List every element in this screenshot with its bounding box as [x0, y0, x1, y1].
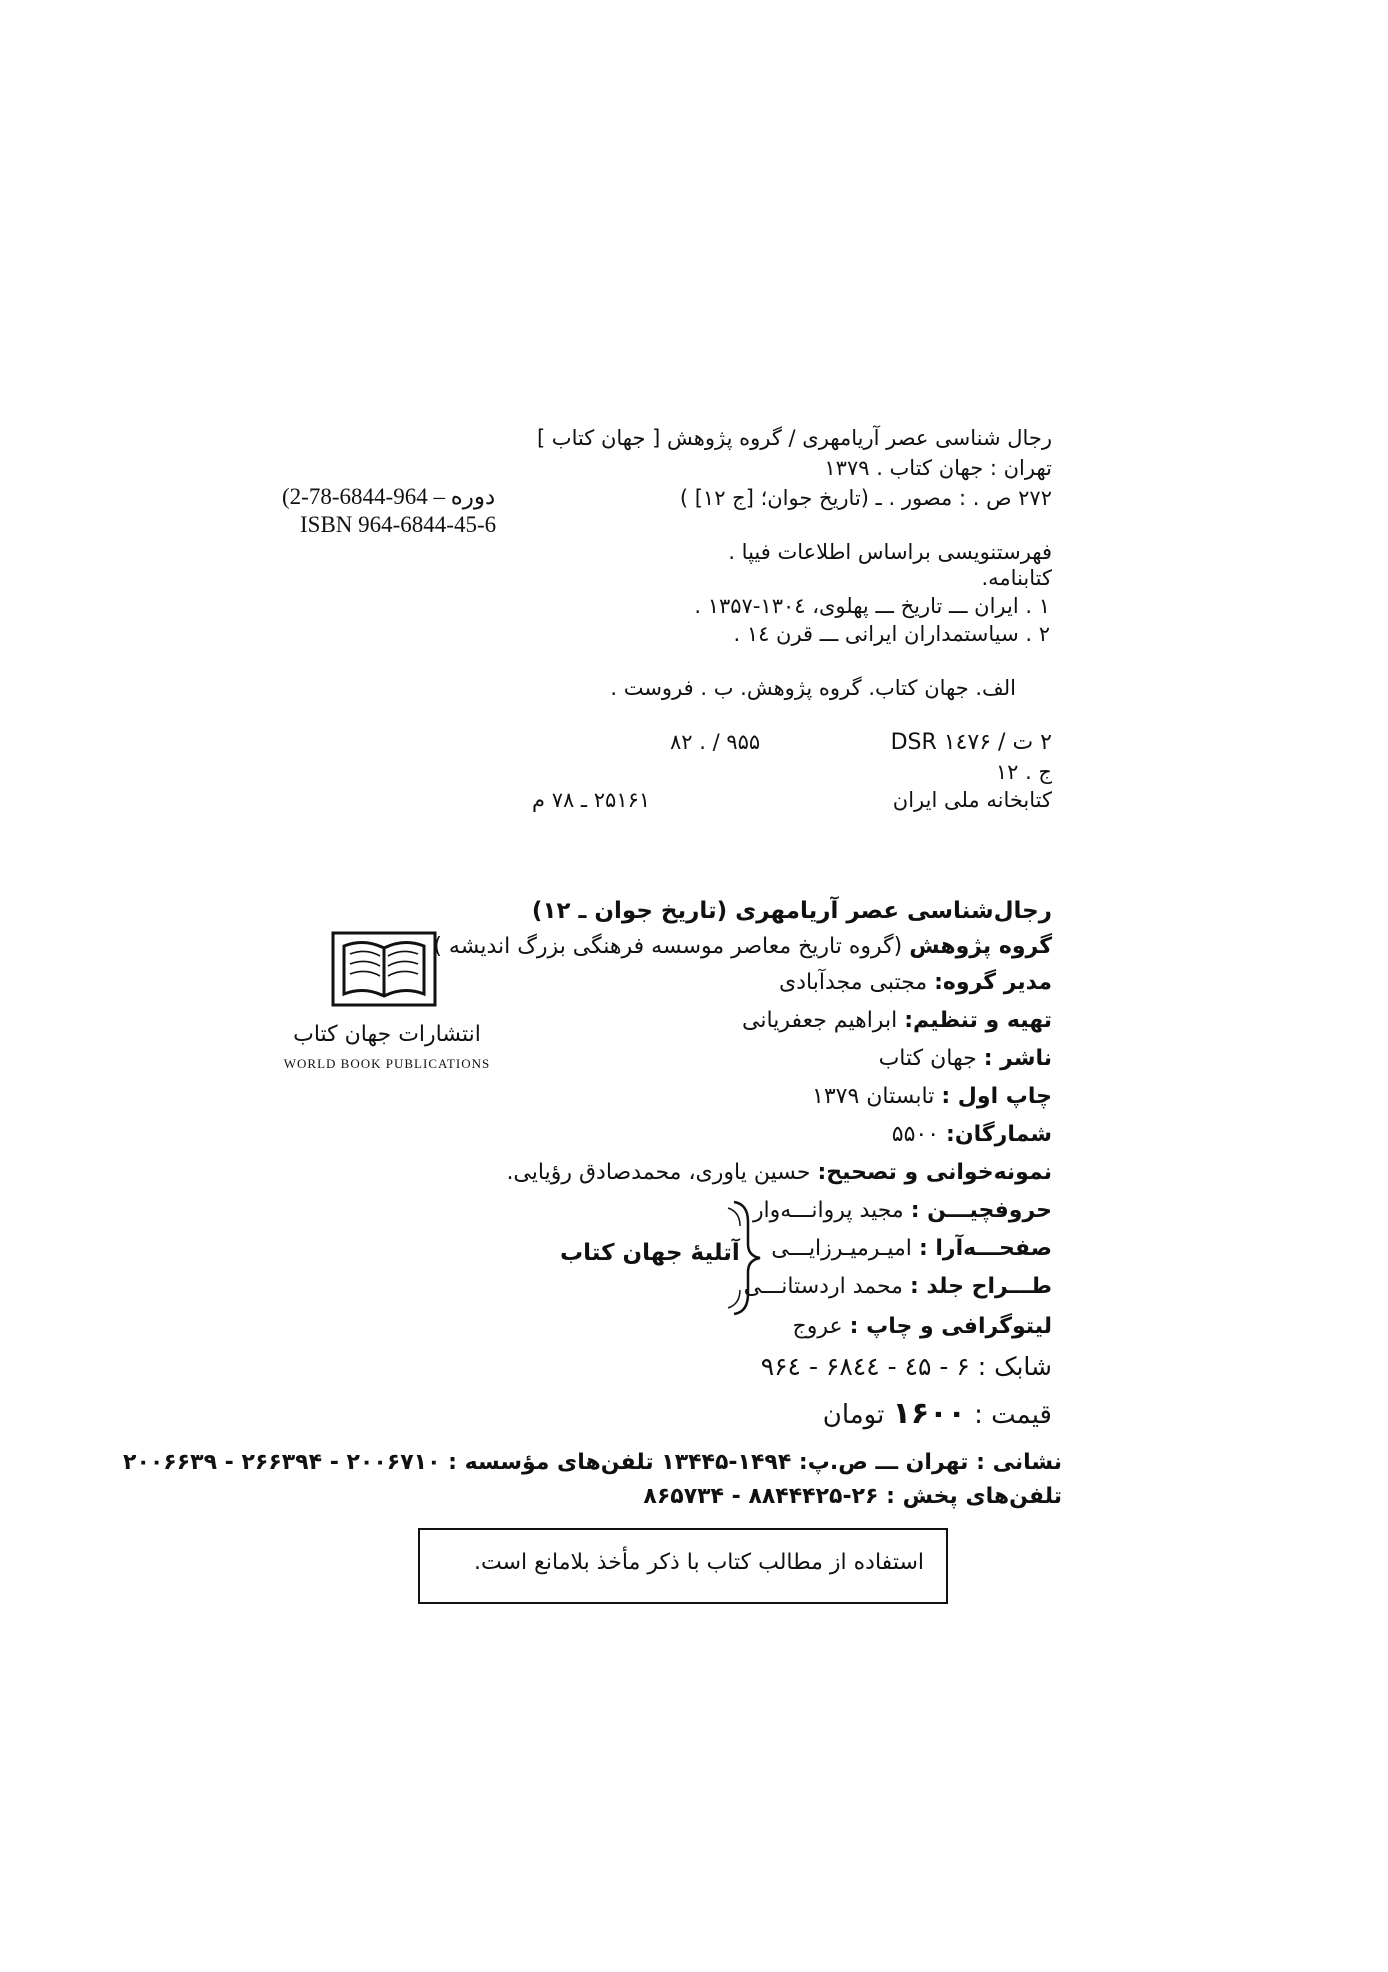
- cover-label: طـــراح جلد :: [909, 1274, 1052, 1299]
- publisher-value: جهان کتاب: [878, 1046, 977, 1071]
- compiler-label: تهیه و تنظیم:: [904, 1008, 1052, 1033]
- edition: [412, 1084, 1052, 1109]
- research-value: (گروه تاریخ معاصر موسسه فرهنگی بزرگ اندیشه ): [433, 934, 903, 959]
- price: [823, 1396, 1052, 1431]
- price-value: ۱۶۰۰: [892, 1396, 966, 1431]
- typesetting-value: مجید پروانـــه‌وار: [752, 1198, 904, 1223]
- logo-persian-text: انتشارات جهان کتاب: [293, 1022, 481, 1047]
- cip-imprint-line: تهران : جهان کتاب . ۱۳۷۹: [824, 456, 1052, 480]
- edition-label: چاپ اول :: [941, 1084, 1052, 1109]
- book-title: رجال‌شناسی عصر آریامهری (تاریخ جوان ـ ۱۲): [531, 898, 1052, 924]
- compiler-value: ابراهیم جعفریانی: [742, 1008, 898, 1033]
- distribution-phones: تلفن‌های پخش : ۲۶-۸۸۴۴۴۲۵ - ۸۶۵۷۳۴: [643, 1484, 1062, 1509]
- cip-library-number: ۲۵۱۶۱ ـ ۷۸ م: [532, 788, 651, 812]
- research-label: گروه پژوهش: [909, 934, 1052, 959]
- cip-added-entries: الف. جهان کتاب. گروه پژوهش. ب . فروست .: [610, 676, 1016, 700]
- cip-library: کتابخانه ملی ایران: [892, 788, 1052, 812]
- litho-value: عروج: [792, 1314, 843, 1339]
- cip-physical-line: ۲۷۲ ص . : مصور . ـ (تاریخ جوان؛ [ج ۱۲] ): [679, 486, 1052, 510]
- isbn: ISBN 964-6844-45-6: [300, 512, 497, 537]
- usage-notice-text: استفاده از مطالب کتاب با ذکر مأخذ بلامانع است.: [474, 1550, 924, 1575]
- publisher: [412, 1046, 1052, 1071]
- research-group: [412, 934, 1052, 959]
- proofreading-label: نمونه‌خوانی و تصحیح:: [817, 1160, 1052, 1185]
- compiler: [412, 1008, 1052, 1033]
- manager-value: مجتبی مجدآبادی: [779, 970, 928, 995]
- cover-value: محمد اردستانـــی: [743, 1274, 903, 1299]
- cip-subject-1: ۱ . ایران ـــ تاریخ ـــ پهلوی، ۱۳۰٤-۱۳۵۷ .: [694, 594, 1050, 618]
- shabak: شابک : ۶ - ٤۵ - ۶۸٤٤ - ۹۶٤: [760, 1352, 1052, 1381]
- lithography: [412, 1314, 1052, 1339]
- typesetting-label: حروفچیـــن :: [910, 1198, 1052, 1223]
- proofreading: [412, 1160, 1052, 1185]
- print-run-value: ۵۵۰۰: [891, 1122, 940, 1147]
- edition-value: تابستان ۱۳۷۹: [812, 1084, 935, 1109]
- group-manager: [412, 970, 1052, 995]
- litho-label: لیتوگرافی و چاپ :: [849, 1314, 1052, 1339]
- isbn-set: (دوره – 964-6844-78-2: [282, 484, 496, 509]
- cip-cataloging-note: فهرستنویسی براساس اطلاعات فیپا .: [728, 540, 1052, 564]
- print-run-label: شمارگان:: [946, 1122, 1052, 1147]
- print-run: [412, 1122, 1052, 1147]
- price-label: قیمت :: [974, 1400, 1052, 1430]
- cip-dewey: ۹۵۵ / . ۸۲: [670, 730, 761, 754]
- publisher-label: ناشر :: [983, 1046, 1052, 1071]
- studio-name: آتلیهٔ جهان کتاب: [560, 1240, 740, 1266]
- cip-volume: ج . ۱۲: [995, 760, 1052, 784]
- cip-subject-2: ۲ . سیاستمداران ایرانی ـــ قرن ١٤ .: [733, 622, 1050, 646]
- cip-bibliography: کتابنامه.: [981, 566, 1052, 590]
- price-unit: تومان: [822, 1400, 885, 1430]
- address-line: نشانی : تهران ـــ ص.پ: ۱۴۹۴-۱۳۴۴۵ تلفن‌های مؤسسه : ۲۰۰۶۷۱۰ - ۲۶۶۳۹۴ - ۲۰۰۶۶۳۹: [123, 1450, 1062, 1475]
- manager-label: مدیر گروه:: [934, 970, 1052, 995]
- cip-title-line: رجال شناسی عصر آریامهری / گروه پژوهش [ جهان کتاب ]: [536, 426, 1052, 450]
- layout-label: صفحـــه‌آرا :: [918, 1236, 1052, 1261]
- proofreading-value: حسین یاوری، محمدصادق رؤیایی.: [506, 1160, 811, 1185]
- cip-call-number: ۲ ت / DSR ۱٤۷۶: [890, 730, 1052, 755]
- layout-value: امیـرمیـرزایـــی: [771, 1236, 912, 1261]
- usage-notice-box: [418, 1528, 948, 1604]
- logo-english-text: WORLD BOOK PUBLICATIONS: [283, 1056, 491, 1071]
